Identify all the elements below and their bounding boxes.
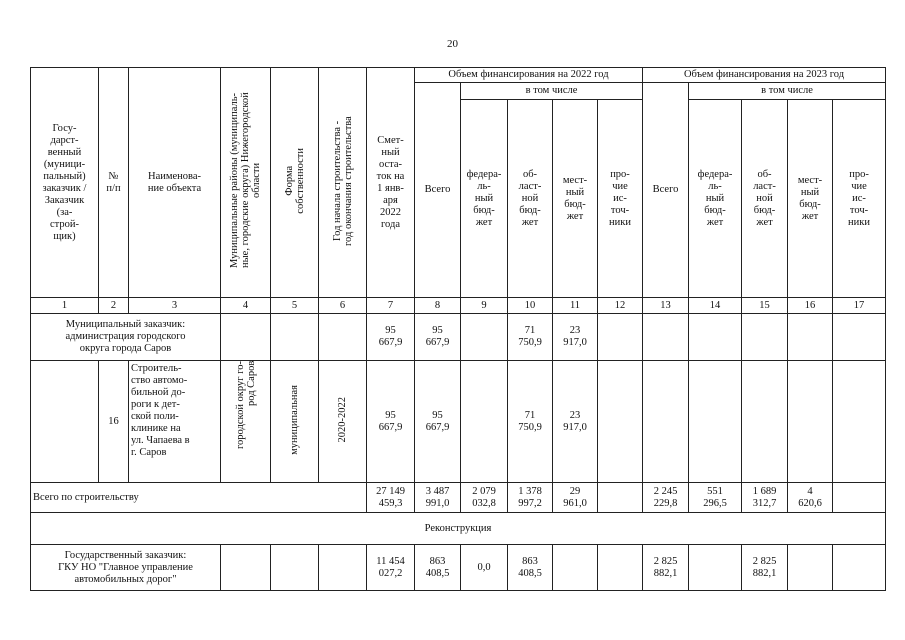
cell-years: 2020-2022 [319,361,367,483]
column-number: 3 [129,298,221,314]
header-estimate-balance: Смет- ный оста- ток на 1 янв- аря 2022 года [367,68,415,298]
column-number-row [31,298,886,314]
column-number: 9 [461,298,508,314]
cell-2022-local: 23 917,0 [553,314,598,361]
cell-2023-total: 2 825 882,1 [643,545,689,591]
cell-2022-federal: 2 079 032,8 [461,483,508,513]
header-2023-including: в том числе [689,83,886,100]
column-number: 14 [689,298,742,314]
cell-2022-regional: 71 750,9 [508,314,553,361]
cell-2022-total: 95 667,9 [415,361,461,483]
column-number: 6 [319,298,367,314]
cell-2022-federal: 0,0 [461,545,508,591]
cell-2022-regional: 863 408,5 [508,545,553,591]
total-construction-label: Всего по строительству [31,483,367,513]
header-financing-2022: Объем финансирования на 2022 год [415,68,643,83]
section-title: Реконструкция [31,513,886,545]
cell-2022-regional: 71 750,9 [508,361,553,483]
header-object-name: Наименова- ние объекта [129,68,221,298]
column-number: 16 [788,298,833,314]
column-number: 12 [598,298,643,314]
header-2022-total: Всего [415,83,461,298]
page-number: 20 [447,38,458,50]
cell-2023-federal: 551 296,5 [689,483,742,513]
cell-2023-local: 4 620,6 [788,483,833,513]
cell-2023-total: 2 245 229,8 [643,483,689,513]
column-number: 15 [742,298,788,314]
financing-table [30,67,886,591]
column-number: 11 [553,298,598,314]
column-number: 10 [508,298,553,314]
cell-estimate: 11 454 027,2 [367,545,415,591]
header-2022-other: про- чие ис- точ- ники [598,100,643,298]
header-ownership: Форма собственности [271,68,319,298]
header-2023-regional: об- ласт- ной бюд- жет [742,100,788,298]
cell-2023-regional: 1 689 312,7 [742,483,788,513]
cell-district: городской округ го- род Саров [221,361,271,483]
table-row [31,545,886,591]
cell-2022-local: 23 917,0 [553,361,598,483]
header-customer: Госу- дарст- венный (муници- пальный) заказчик / Заказчик (за- строй- щик) [31,68,99,298]
cell-2023-regional: 2 825 882,1 [742,545,788,591]
cell-2022-local: 29 961,0 [553,483,598,513]
column-number: 4 [221,298,271,314]
table-row [31,361,886,483]
header-financing-2023: Объем финансирования на 2023 год [643,68,886,83]
cell-2022-total: 95 667,9 [415,314,461,361]
header-2023-local: мест- ный бюд- жет [788,100,833,298]
column-number: 17 [833,298,886,314]
column-number: 2 [99,298,129,314]
header-2022-regional: об- ласт- ной бюд- жет [508,100,553,298]
header-number: № п/п [99,68,129,298]
cell-2022-total: 863 408,5 [415,545,461,591]
cell-number: 16 [99,361,129,483]
customer-label: Муниципальный заказчик: администрация городского округа города Саров [31,314,221,361]
column-number: 1 [31,298,99,314]
header-2023-total: Всего [643,83,689,298]
cell-ownership: муниципальная [271,361,319,483]
header-2023-other: про- чие ис- точ- ники [833,100,886,298]
cell-estimate: 95 667,9 [367,361,415,483]
cell-2022-total: 3 487 991,0 [415,483,461,513]
column-number: 7 [367,298,415,314]
header-2023-federal: федера- ль- ный бюд- жет [689,100,742,298]
cell-estimate: 27 149 459,3 [367,483,415,513]
header-2022-including: в том числе [461,83,643,100]
cell-2022-regional: 1 378 997,2 [508,483,553,513]
column-number: 8 [415,298,461,314]
header-2022-federal: федера- ль- ный бюд- жет [461,100,508,298]
column-number: 13 [643,298,689,314]
cell-estimate: 95 667,9 [367,314,415,361]
header-district: Муниципальные районы (муниципаль- ные, городские округа) Нижегородской области [221,68,271,298]
cell-object-name: Строитель- ство автомо- бильной до- роги к дет- ской поли- клинике на ул. Чапаева в г. Саров [129,361,221,483]
header-2022-local: мест- ный бюд- жет [553,100,598,298]
column-number: 5 [271,298,319,314]
header-years: Год начала строительства - год окончания строительства [319,68,367,298]
table-row [31,314,886,361]
customer-label: Государственный заказчик: ГКУ НО "Главное управление автомобильных дорог" [31,545,221,591]
section-row [31,513,886,545]
table-row [31,483,886,513]
